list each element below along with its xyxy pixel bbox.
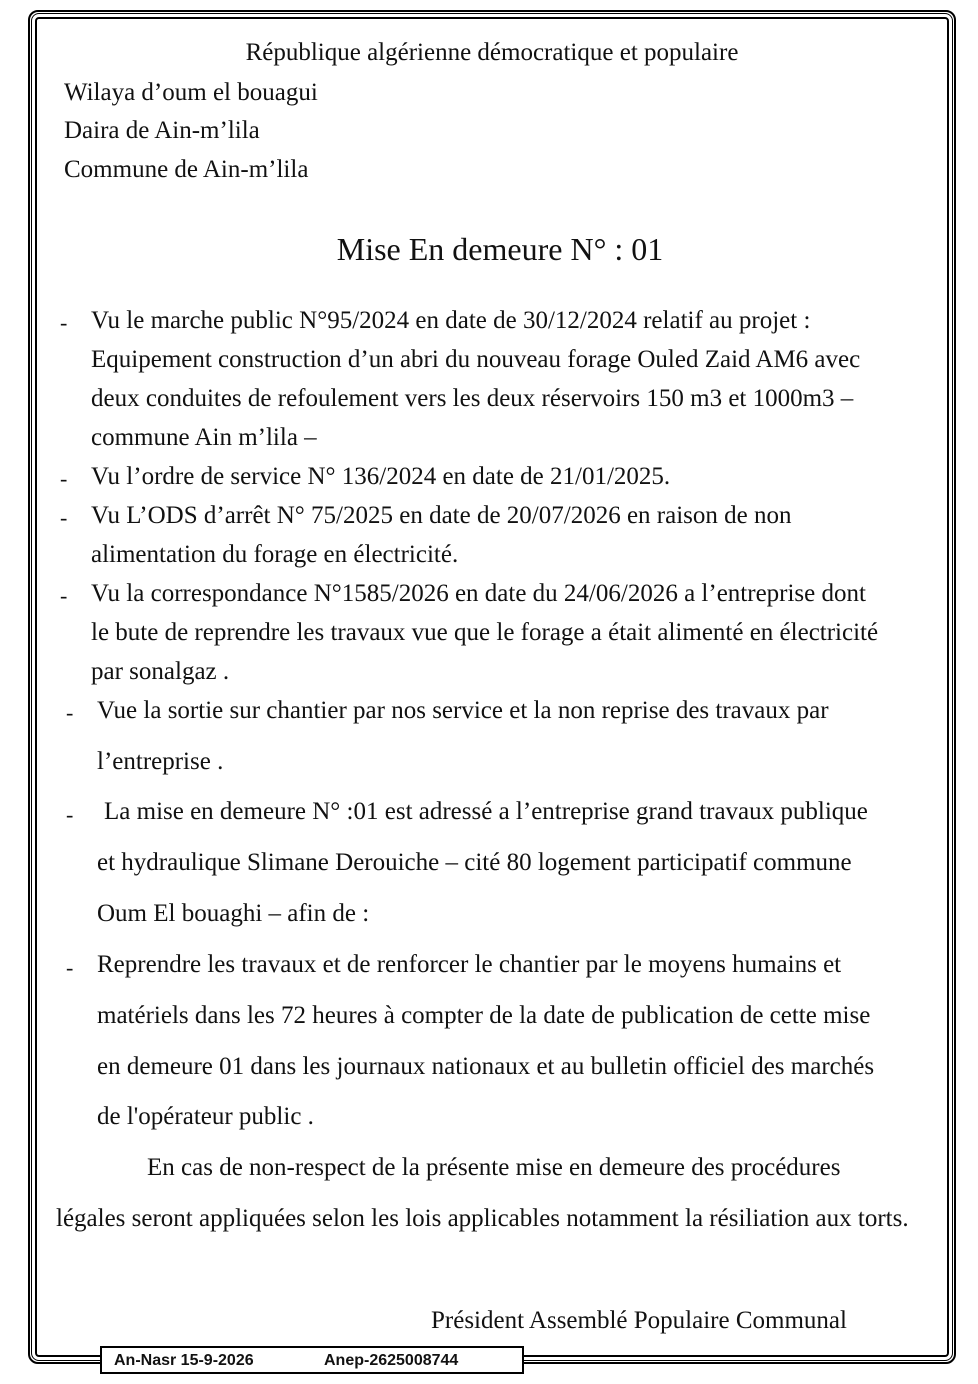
item-6-line-1: La mise en demeure N° :01 est adressé a l’entreprise grand travaux publique: [104, 798, 868, 825]
item-4-line-1: Vu la correspondance N°1585/2026 en date du 24/06/2026 a l’entreprise dont: [91, 580, 866, 607]
wilaya-line: Wilaya d’oum el bouagui: [64, 79, 318, 106]
item-1-line-1: Vu le marche public N°95/2024 en date de 30/12/2024 relatif au projet :: [91, 307, 811, 334]
item-6-line-3: Oum El bouaghi – afin de :: [97, 900, 370, 927]
item-5-line-2: l’entreprise .: [97, 748, 224, 775]
bullet-dash: -: [66, 955, 74, 980]
republic-heading: République algérienne démocratique et populaire: [245, 39, 739, 66]
bullet-dash: -: [66, 802, 74, 827]
commune-line: Commune de Ain-m’lila: [64, 156, 309, 183]
item-1-line-4: commune Ain m’lila –: [91, 424, 317, 451]
item-7-line-2: matériels dans les 72 heures à compter de la date de publication de cette mise: [97, 1002, 871, 1029]
item-1-line-2: Equipement construction d’un abri du nouveau forage Ouled Zaid AM6 avec: [91, 346, 861, 373]
bullet-dash: -: [66, 700, 74, 725]
item-2-line-1: Vu l’ordre de service N° 136/2024 en date de 21/01/2025.: [91, 463, 671, 490]
daira-line: Daira de Ain-m’lila: [64, 117, 260, 144]
item-5-line-1: Vue la sortie sur chantier par nos service et la non reprise des travaux par: [97, 697, 829, 724]
bullet-dash: -: [60, 505, 68, 530]
anep-reference: Anep-2625008744: [324, 1352, 459, 1369]
document-title: Mise En demeure N° : 01: [336, 231, 664, 267]
item-4-line-3: par sonalgaz .: [91, 658, 230, 685]
closing-line-1: En cas de non-respect de la présente mise en demeure des procédures: [147, 1154, 841, 1181]
item-3-line-2: alimentation du forage en électricité.: [91, 541, 459, 568]
bullet-dash: -: [60, 310, 68, 335]
publication-date: An-Nasr 15-9-2026: [114, 1352, 254, 1369]
item-3-line-1: Vu L’ODS d’arrêt N° 75/2025 en date de 20/07/2026 en raison de non: [91, 502, 792, 529]
item-1-line-3: deux conduites de refoulement vers les deux réservoirs 150 m3 et 1000m3 –: [91, 385, 854, 412]
item-6-line-2: et hydraulique Slimane Derouiche – cité 80 logement participatif commune: [97, 849, 852, 876]
bullet-dash: -: [60, 583, 68, 608]
closing-line-2: légales seront appliquées selon les lois applicables notamment la résiliation aux torts.: [56, 1205, 909, 1232]
item-7-line-1: Reprendre les travaux et de renforcer le chantier par le moyens humains et: [97, 951, 842, 978]
bullet-dash: -: [60, 466, 68, 491]
signature: Président Assemblé Populaire Communal: [431, 1307, 847, 1334]
item-7-line-4: de l'opérateur public .: [97, 1103, 314, 1130]
item-4-line-2: le bute de reprendre les travaux vue que le forage a était alimenté en électricité: [91, 619, 879, 646]
publication-stamp: [100, 1346, 524, 1374]
item-7-line-3: en demeure 01 dans les journaux nationaux et au bulletin officiel des marchés: [97, 1053, 875, 1080]
